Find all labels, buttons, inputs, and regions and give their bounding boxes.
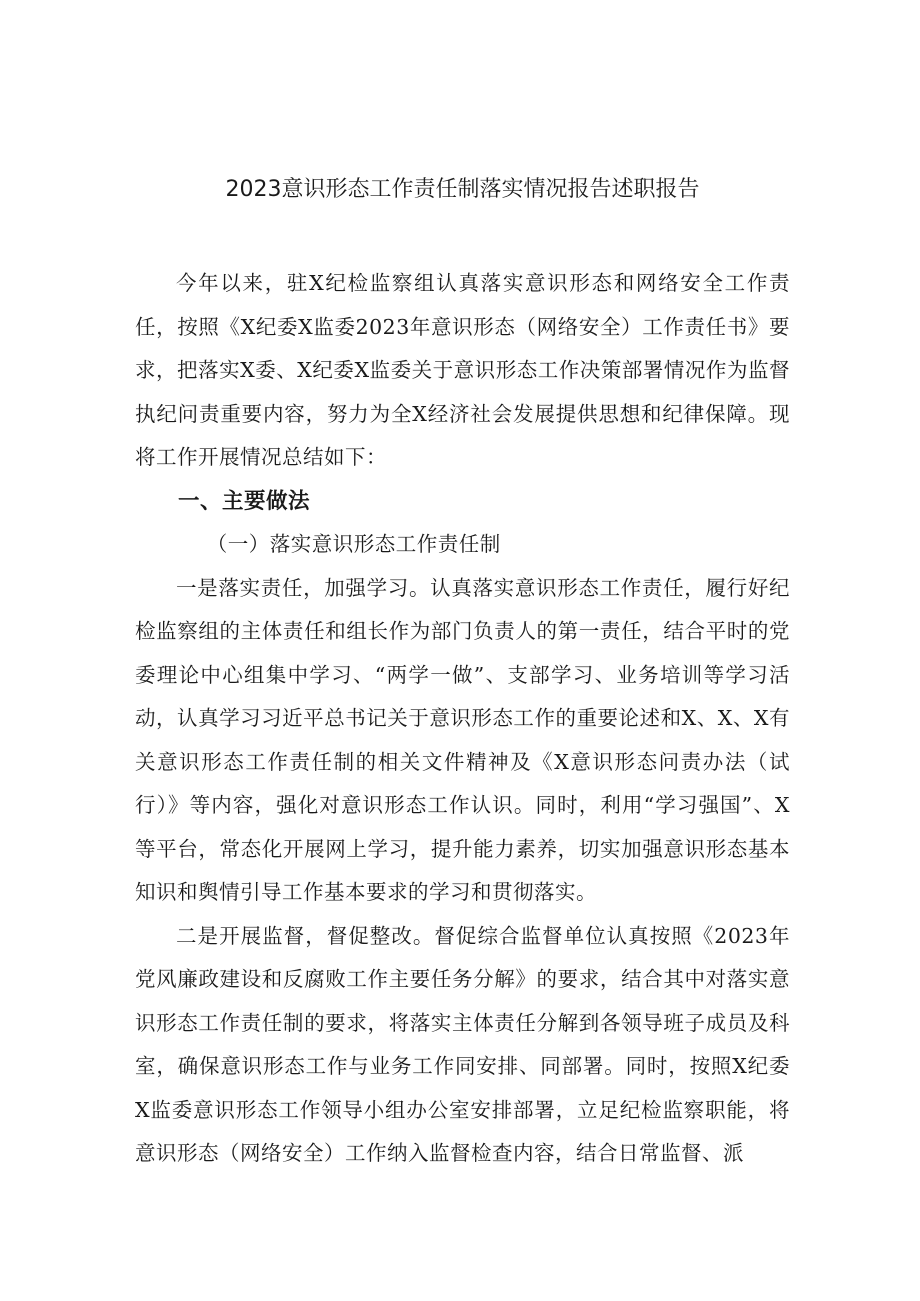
document-body [135, 262, 790, 1176]
paragraph-point-two: 二是开展监督，督促整改。督促综合监督单位认真按照《2023年党风廉政建设和反腐败工作主要任务分解》的要求，结合其中对落实意识形态工作责任制的要求，将落实主体责任分解到各领导班子成员及科室，确保意识形态工作与业务工作同安排、同部署。同时，按照X纪委X监委意识形态工作领导小组办公室安排部署，立足纪检监察职能，将意识形态（网络安全）工作纳入监督检查内容，结合日常监督、派 [135, 923, 790, 1165]
section-heading-main-practices: 一、主要做法 [178, 488, 311, 514]
document-title: 2023意识形态工作责任制落实情况报告述职报告 [225, 177, 700, 202]
subsection-heading-responsibility: （一）落实意识形态工作责任制 [206, 532, 501, 556]
intro-paragraph: 今年以来，驻X纪检监察组认真落实意识形态和网络安全工作责任，按照《X纪委X监委2023年意识形态（网络安全）工作责任书》要求，把落实X委、X纪委X监委关于意识形态工作决策部署情况作为监督执纪问责重要内容，努力为全X经济社会发展提供思想和纪律保障。现将工作开展情况总结如下： [135, 271, 790, 469]
paragraph-point-one: 一是落实责任，加强学习。认真落实意识形态工作责任，履行好纪检监察组的主体责任和组长作为部门负责人的第一责任，结合平时的党委理论中心组集中学习、“两学一做”、支部学习、业务培训等学习活动，认真学习习近平总书记关于意识形态工作的重要论述和X、X、X有关意识形态工作责任制的相关文件精神及《X意识形态问责办法（试行）》等内容，强化对意识形态工作认识。同时，利用“学习强国”、X等平台，常态化开展网上学习，提升能力素养，切实加强意识形态基本知识和舆情引导工作基本要求的学习和贯彻落实。 [135, 575, 790, 904]
